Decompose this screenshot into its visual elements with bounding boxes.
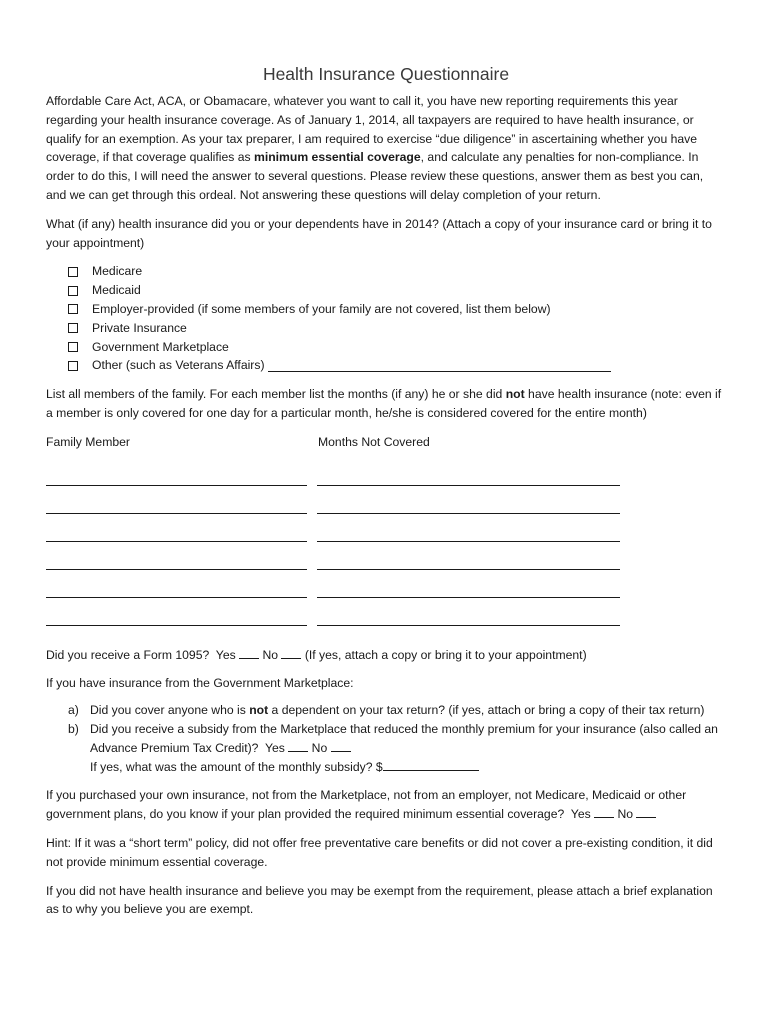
form-1095-text-1: Did you receive a Form 1095? Yes: [46, 647, 240, 662]
family-row: [46, 514, 726, 542]
family-table-header: [46, 433, 726, 452]
question-a-text-2: a dependent on your tax return? (if yes, attach or bring a copy of their tax return): [268, 703, 705, 718]
form-1095-text-3: (If yes, attach a copy or bring it to your appointment): [301, 647, 587, 662]
subsidy-amount-blank[interactable]: [383, 758, 479, 771]
months-input-line[interactable]: [317, 569, 620, 570]
family-row: [46, 542, 726, 570]
months-input-line[interactable]: [317, 485, 620, 486]
form-1095-text-2: No: [259, 647, 282, 662]
member-input-line[interactable]: [46, 541, 307, 542]
intro-paragraph: [46, 92, 726, 205]
marketplace-question-a: [46, 701, 726, 720]
family-text-2: have health insurance (note: even if a member is only covered for one day for a particular month, he/she is considered covered for the entire month): [46, 387, 722, 420]
list-marker: a): [68, 703, 79, 718]
marketplace-question-b: [46, 720, 726, 776]
option-private[interactable]: [68, 319, 726, 338]
insurance-question: What (if any) health insurance did you or your dependents have in 2014? (Attach a copy of your insurance card or bring it to your appointment): [46, 216, 712, 250]
question-b-text-1: Did you receive a subsidy from the Marketplace that reduced the monthly premium for your insurance (also called an Advance Premium Tax Credit)? Yes: [90, 721, 721, 755]
option-marketplace[interactable]: [68, 338, 726, 357]
family-rows: [46, 458, 726, 626]
member-input-line[interactable]: [46, 625, 307, 626]
intro-text-1: Affordable Care Act, ACA, or Obamacare, whatever you want to call it, you have new reporting requirements this year regarding your health insurance coverage. As of January 1, 2014, all taxpayers are required to have health insurance, or qualify for an exemption. As your tax preparer, I am required to exercise “due diligence” in ascertaining whether you have coverage, if that coverage qualifies as: [46, 94, 698, 165]
family-row: [46, 486, 726, 514]
months-input-line[interactable]: [317, 597, 620, 598]
months-input-line[interactable]: [317, 541, 620, 542]
member-input-line[interactable]: [46, 569, 307, 570]
subsidy-amount-label: If yes, what was the amount of the monthly subsidy? $: [90, 759, 383, 774]
form-1095-question: [46, 646, 726, 665]
family-row: [46, 458, 726, 486]
own-insurance-text-1: If you purchased your own insurance, not from the Marketplace, not from an employer, not Medicare, Medicaid or other government plans, do you know if your plan provided the required minimum essential coverage? Yes: [46, 788, 690, 822]
question-a-text-1: Did you cover anyone who is: [90, 703, 250, 718]
checkbox-icon[interactable]: [68, 323, 78, 333]
question-a-text: [90, 701, 704, 720]
question-a-bold: not: [249, 703, 269, 718]
member-input-line[interactable]: [46, 485, 307, 486]
own-insurance-text-2: No: [614, 807, 637, 822]
family-row: [46, 598, 726, 626]
months-input-line[interactable]: [317, 513, 620, 514]
subsidy-yes-blank[interactable]: [288, 739, 308, 752]
option-label: Government Marketplace: [92, 339, 229, 354]
column-family-member: Family Member: [46, 434, 130, 449]
family-instructions: [46, 385, 726, 423]
column-months-not-covered: Months Not Covered: [318, 434, 430, 449]
family-text-1: List all members of the family. For each member list the months (if any) he or she did: [46, 387, 506, 402]
option-label: Other (such as Veterans Affairs): [92, 358, 268, 373]
intro-bold-text: minimum essential coverage: [254, 150, 421, 165]
option-label: Medicare: [92, 264, 143, 279]
option-label: Private Insurance: [92, 320, 187, 335]
own-insurance-question: [46, 786, 726, 824]
checkbox-icon[interactable]: [68, 342, 78, 352]
checkbox-icon[interactable]: [68, 304, 78, 314]
list-marker: b): [68, 721, 79, 736]
option-employer[interactable]: [68, 300, 726, 319]
member-input-line[interactable]: [46, 513, 307, 514]
checkbox-icon[interactable]: [68, 267, 78, 277]
own-no-blank[interactable]: [636, 805, 656, 818]
hint-text: Hint: If it was a “short term” policy, did not offer free preventative care benefits or did not cover a pre-existing condition, it did not provide minimum essential coverage.: [46, 835, 713, 869]
marketplace-questions: [46, 701, 726, 776]
option-medicaid[interactable]: [68, 281, 726, 300]
option-label: Medicaid: [92, 283, 141, 298]
form-1095-no-blank[interactable]: [281, 646, 301, 659]
form-1095-yes-blank[interactable]: [239, 646, 259, 659]
exempt-text: If you did not have health insurance and believe you may be exempt from the requirement, please attach a brief explanation as to why you believe you are exempt.: [46, 883, 713, 917]
page-title: Health Insurance Questionnaire: [262, 64, 510, 84]
option-medicare[interactable]: [68, 262, 726, 281]
family-row: [46, 570, 726, 598]
months-input-line[interactable]: [317, 625, 620, 626]
subsidy-no-blank[interactable]: [331, 739, 351, 752]
marketplace-intro: If you have insurance from the Government Marketplace:: [46, 676, 354, 691]
question-b-text-2: No: [308, 740, 331, 755]
other-input-line[interactable]: [268, 359, 611, 372]
intro-text-2: , and calculate any penalties for non-compliance. In order to do this, I will need the answer to several questions. Please review these questions, answer them as best you can, and we can get through this ordeal. Not answering these questions will delay completion of your return.: [46, 150, 704, 202]
family-bold-text: not: [505, 387, 525, 402]
checkbox-icon[interactable]: [68, 286, 78, 296]
checkbox-icon[interactable]: [68, 361, 78, 371]
option-label: Employer-provided (if some members of your family are not covered, list them below): [92, 301, 551, 316]
insurance-options: [68, 262, 726, 375]
question-b-text: [90, 720, 726, 776]
member-input-line[interactable]: [46, 597, 307, 598]
option-other[interactable]: [68, 356, 726, 375]
own-yes-blank[interactable]: [594, 805, 614, 818]
questionnaire-page: [46, 62, 726, 919]
